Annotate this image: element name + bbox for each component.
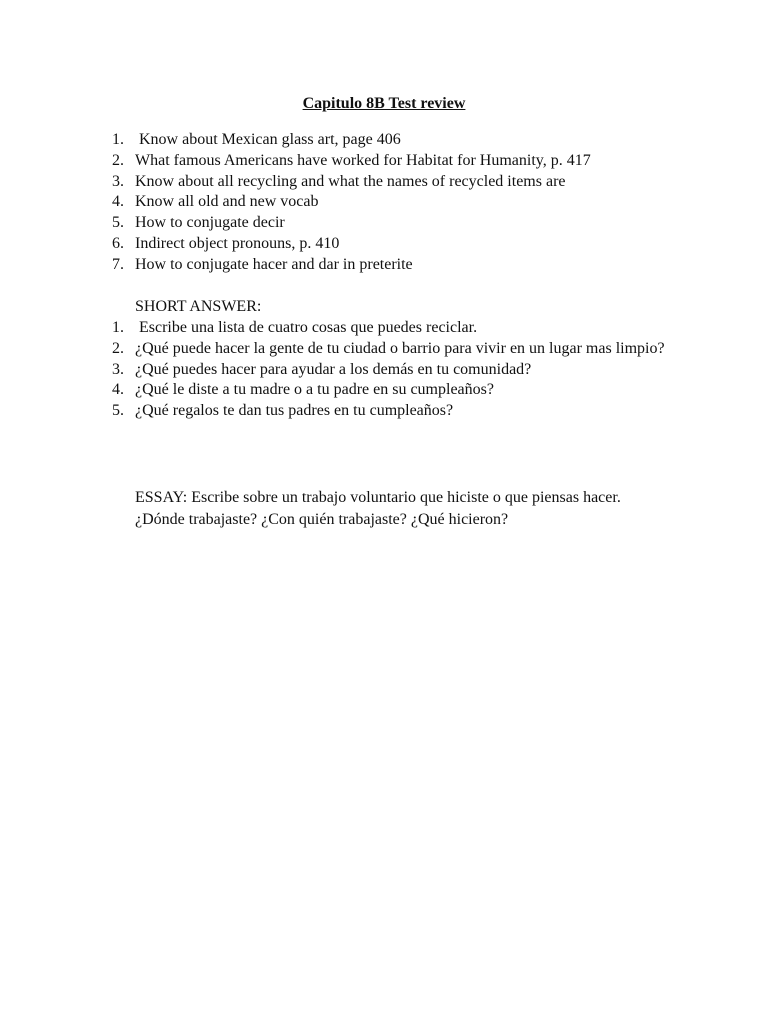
short-answer-item [112, 318, 692, 339]
item-text: ¿Qué puedes hacer para ayudar a los demás en tu comunidad? [135, 360, 532, 378]
item-number: 1. [112, 319, 124, 336]
review-item [112, 234, 692, 255]
item-text: ¿Qué regalos te dan tus padres en tu cumpleaños? [135, 402, 454, 420]
short-answer-item [112, 360, 692, 381]
short-answer-list [112, 318, 692, 422]
item-number: 3. [112, 172, 124, 190]
item-number: 7. [112, 255, 124, 273]
review-item [112, 151, 692, 172]
short-answer-item [112, 401, 692, 422]
essay-prompt [135, 487, 715, 531]
item-text: What famous Americans have worked for Habitat for Humanity, p. 417 [135, 151, 591, 169]
review-item [112, 192, 692, 213]
item-number: 4. [112, 193, 124, 211]
item-text: ¿Qué puede hacer la gente de tu ciudad o barrio para vivir en un lugar mas limpio? [135, 339, 665, 357]
review-item [112, 255, 692, 276]
item-number: 1. [112, 131, 124, 148]
item-number: 2. [112, 339, 124, 357]
item-number: 5. [112, 214, 124, 232]
item-number: 3. [112, 360, 124, 378]
essay-line: ESSAY: Escribe sobre un trabajo voluntario que hiciste o que piensas hacer. [135, 489, 621, 506]
review-item [112, 213, 692, 234]
item-number: 5. [112, 402, 124, 420]
essay-line: ¿Dónde trabajaste? ¿Con quién trabajaste? ¿Qué hicieron? [135, 511, 509, 528]
item-number: 4. [112, 381, 124, 399]
short-answer-item [112, 380, 692, 401]
review-item [112, 130, 692, 151]
item-text: Indirect object pronouns, p. 410 [135, 234, 340, 252]
item-text: Know about Mexican glass art, page 406 [135, 131, 401, 148]
item-text: How to conjugate decir [135, 214, 285, 232]
item-number: 2. [112, 151, 124, 169]
item-text: Know all old and new vocab [135, 193, 319, 211]
item-text: ¿Qué le diste a tu madre o a tu padre en su cumpleaños? [135, 381, 494, 399]
review-item [112, 172, 692, 193]
short-answer-item [112, 339, 692, 360]
short-answer-heading: SHORT ANSWER: [135, 298, 262, 315]
item-text: Know about all recycling and what the names of recycled items are [135, 172, 566, 190]
document-title: Capitulo 8B Test review [302, 95, 466, 112]
item-text: Escribe una lista de cuatro cosas que puedes reciclar. [135, 319, 478, 336]
review-list [112, 130, 692, 276]
item-text: How to conjugate hacer and dar in preterite [135, 255, 413, 273]
item-number: 6. [112, 234, 124, 252]
